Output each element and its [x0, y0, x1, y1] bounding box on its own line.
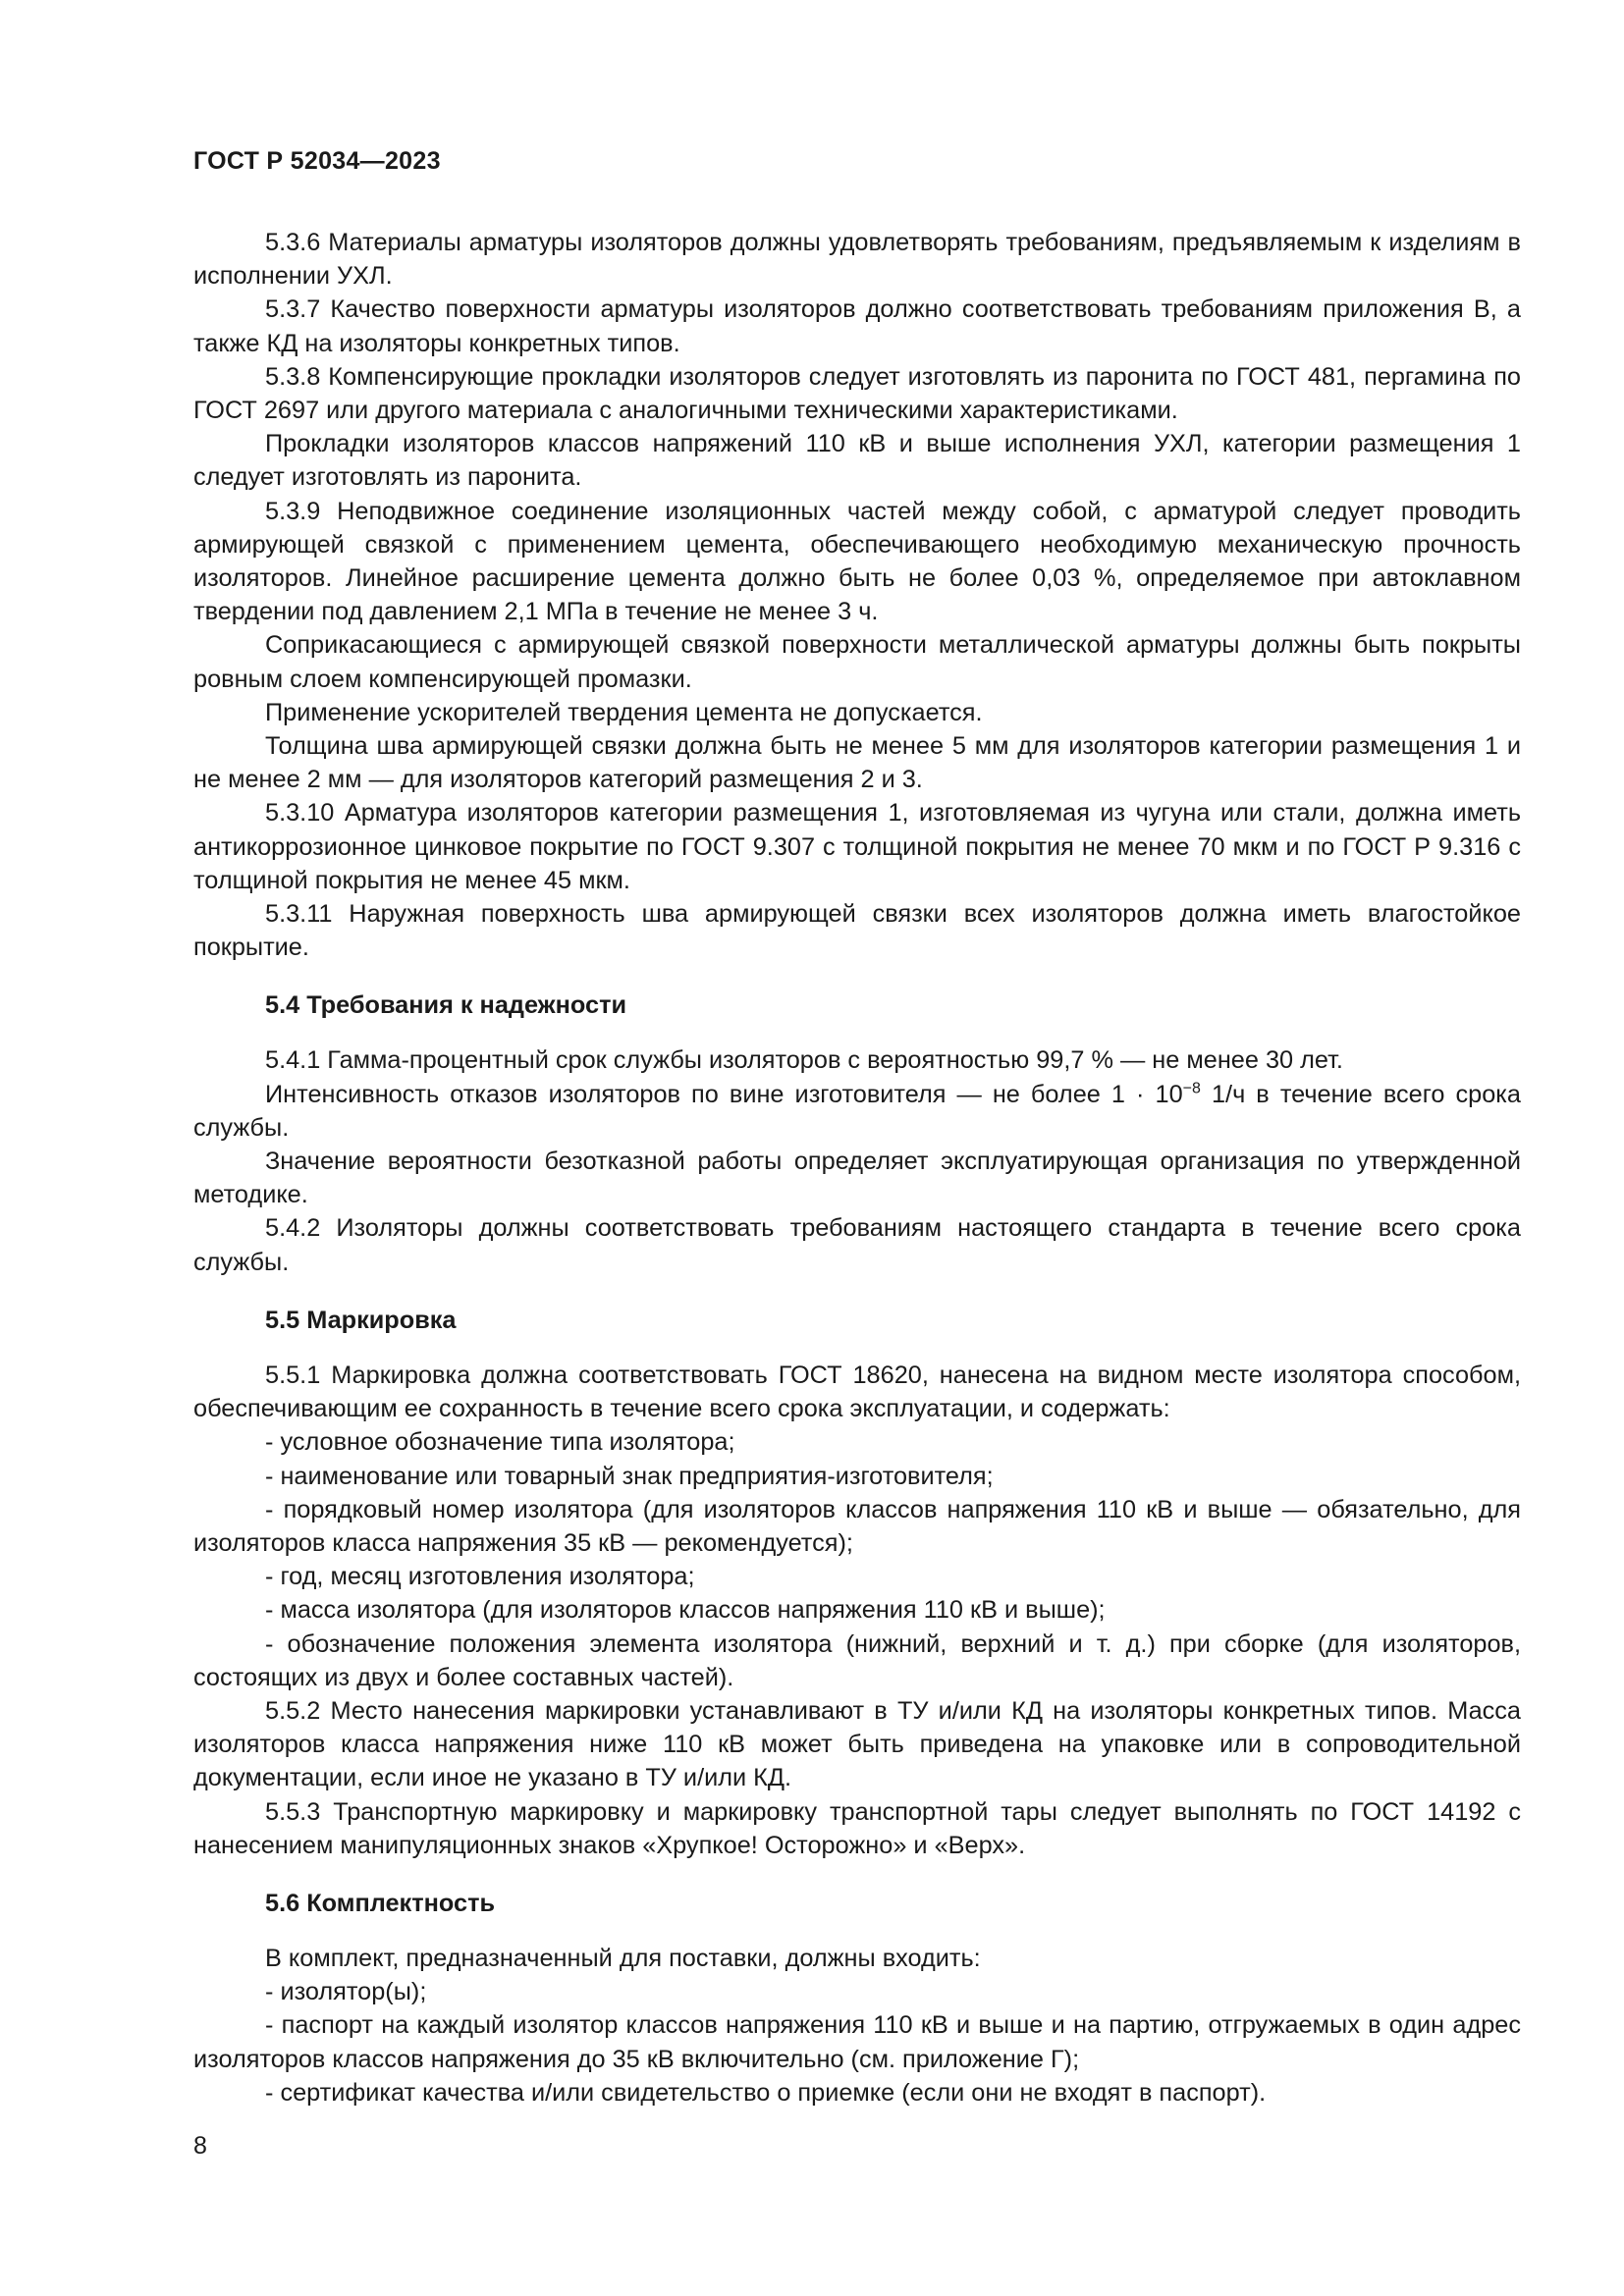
failure-rate-text: Интенсивность отказов изоляторов по вине изготовителя — не более 1 · 10: [265, 1080, 1183, 1108]
section-heading-5-6: 5.6 Комплектность: [265, 1889, 496, 1917]
paragraph-5-3-9-b: Соприкасающиеся с армирующей связкой поверхности металлической арматуры должны быть покрыты ровным слоем компенсирующей промазки.: [193, 631, 1521, 693]
paragraph-5-3-7: 5.3.7 Качество поверхности арматуры изоляторов должно соответствовать требованиям приложения В, а также КД на изоляторы конкретных типов.: [193, 295, 1521, 357]
paragraph-5-5-3: 5.5.3 Транспортную маркировку и маркировку транспортной тары следует выполнять по ГОСТ 14192 с нанесением манипуляционных знаков «Хрупкое! Осторожно» и «Верх».: [193, 1797, 1521, 1859]
list-item: - сертификат качества и/или свидетельство о приемке (если они не входят в паспорт).: [265, 2078, 1267, 2107]
paragraph-5-4-1-b: [193, 1078, 1521, 1145]
section-heading-5-5: 5.5 Маркировка: [265, 1306, 457, 1334]
list-item: - порядковый номер изолятора (для изоляторов классов напряжения 110 кВ и выше — обязательно, для изоляторов класса напряжения 35 кВ — рекомендуется);: [193, 1495, 1521, 1557]
paragraph-5-3-9-d: Толщина шва армирующей связки должна быть не менее 5 мм для изоляторов категории размещения 1 и не менее 2 мм — для изоляторов категорий размещения 2 и 3.: [193, 732, 1521, 794]
paragraph-5-3-10: 5.3.10 Арматура изоляторов категории размещения 1, изготовляемая из чугуна или стали, должна иметь антикоррозионное цинковое покрытие по ГОСТ 9.307 с толщиной покрытия не менее 70 мкм и по ГОСТ Р 9.316 с толщиной покрытия не менее 45 мкм.: [193, 799, 1521, 894]
list-item: - паспорт на каждый изолятор классов напряжения 110 кВ и выше и на партию, отгружаемых в один адрес изоляторов классов напряжения до 35 кВ включительно (см. приложение Г);: [193, 2011, 1521, 2073]
list-item: - изолятор(ы);: [265, 1978, 427, 2006]
paragraph-5-3-11: 5.3.11 Наружная поверхность шва армирующей связки всех изоляторов должна иметь влагостойкое покрытие.: [193, 900, 1521, 962]
paragraph-5-3-6: 5.3.6 Материалы арматуры изоляторов должны удовлетворять требованиям, предъявляемым к изделиям в исполнении УХЛ.: [193, 229, 1521, 291]
paragraph-5-5-2: 5.5.2 Место нанесения маркировки устанавливают в ТУ и/или КД на изоляторы конкретных типов. Масса изоляторов класса напряжения ниже 110 кВ может быть приведена на упаковке или в сопроводительной документации, если иное не указано в ТУ и/или КД.: [193, 1696, 1521, 1792]
paragraph-5-3-8: 5.3.8 Компенсирующие прокладки изоляторов следует изготовлять из паронита по ГОСТ 481, пергамина по ГОСТ 2697 или другого материала с аналогичными техническими характеристиками.: [193, 362, 1521, 425]
list-item: - условное обозначение типа изолятора;: [265, 1428, 735, 1457]
page-header: ГОСТ Р 52034—2023: [193, 147, 441, 175]
paragraph-5-4-1: 5.4.1 Гамма-процентный срок службы изоляторов с вероятностью 99,7 % — не менее 30 лет.: [265, 1046, 1343, 1075]
section-heading-5-4: 5.4 Требования к надежности: [265, 991, 627, 1020]
paragraph-5-6-intro: В комплект, предназначенный для поставки, должны входить:: [265, 1944, 981, 1972]
exponent: −8: [1182, 1080, 1201, 1097]
paragraph-5-4-1-c: Значение вероятности безотказной работы определяет эксплуатирующая организация по утвержденной методике.: [193, 1148, 1521, 1209]
paragraph-5-4-2: 5.4.2 Изоляторы должны соответствовать требованиям настоящего стандарта в течение всего срока службы.: [193, 1214, 1521, 1276]
list-item: - масса изолятора (для изоляторов классов напряжения 110 кВ и выше);: [265, 1596, 1106, 1625]
paragraph-5-3-8-b: Прокладки изоляторов классов напряжений 110 кВ и выше исполнения УХЛ, категории размещения 1 следует изготовлять из паронита.: [193, 430, 1521, 492]
page-number: 8: [193, 2132, 207, 2160]
document-body: [193, 226, 1521, 2109]
list-item: - год, месяц изготовления изолятора;: [265, 1563, 695, 1591]
paragraph-5-3-9: 5.3.9 Неподвижное соединение изоляционных частей между собой, с арматурой следует проводить армирующей связкой с применением цемента, обеспечивающего необходимую механическую прочность изоляторов. Линейное расширение цемента должно быть не более 0,03 %, определяемое при автоклавном твердении под давлением 2,1 МПа в течение не менее 3 ч.: [193, 497, 1521, 626]
paragraph-5-3-9-c: Применение ускорителей твердения цемента не допускается.: [265, 698, 983, 726]
list-item: - обозначение положения элемента изолятора (нижний, верхний и т. д.) при сборке (для изоляторов, состоящих из двух и более составных частей).: [193, 1629, 1521, 1691]
paragraph-5-5-1: 5.5.1 Маркировка должна соответствовать ГОСТ 18620, нанесена на видном месте изолятора способом, обеспечивающим ее сохранность в течение всего срока эксплуатации, и содержать:: [193, 1361, 1521, 1423]
failure-rate-tail: 1/ч в течение всего срока службы.: [193, 1080, 1521, 1142]
list-item: - наименование или товарный знак предприятия-изготовителя;: [265, 1462, 994, 1490]
